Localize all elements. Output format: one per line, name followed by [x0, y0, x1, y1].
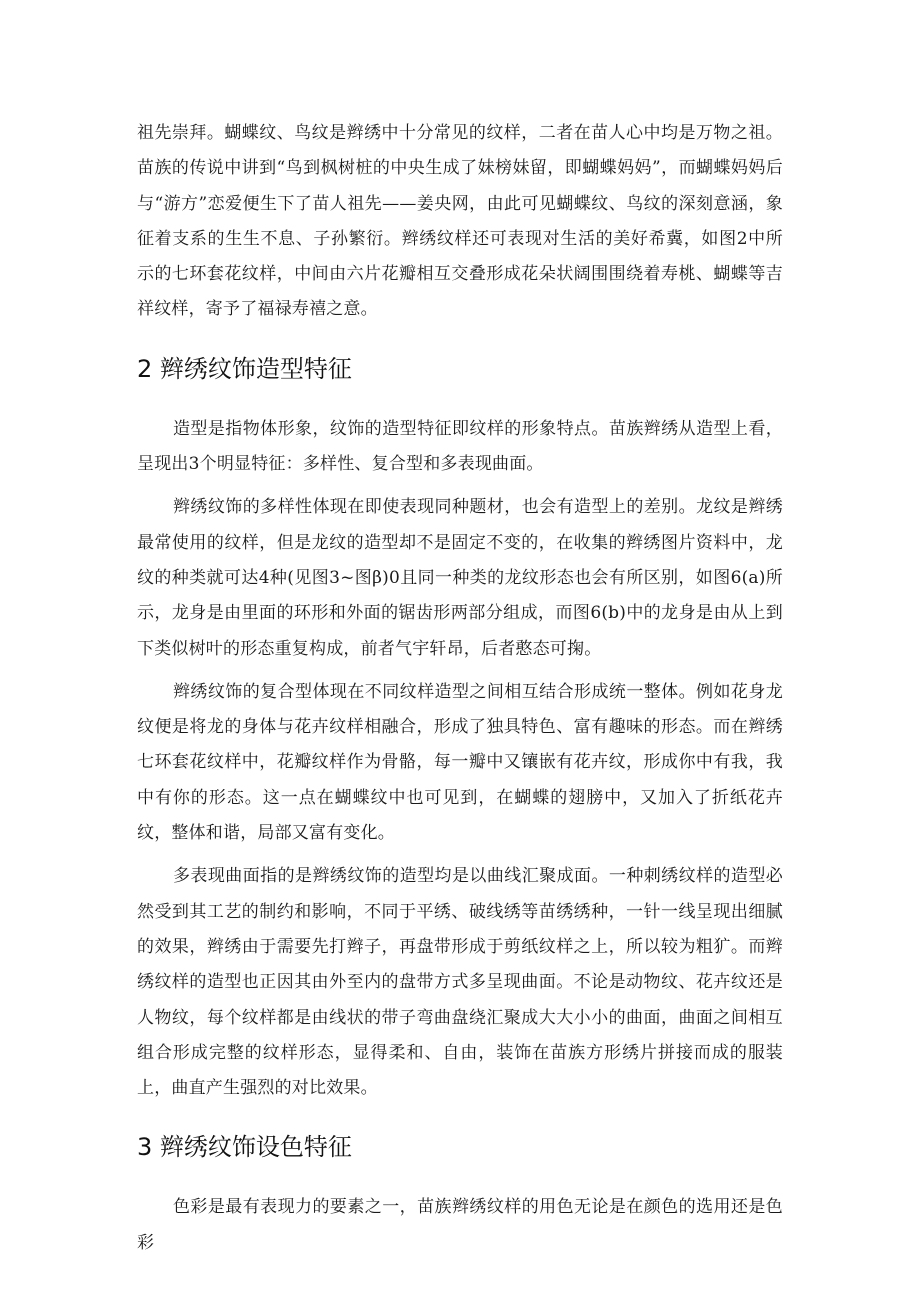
section-2-heading: 2 辫绣纹饰造型特征 — [137, 354, 352, 383]
section-2-paragraph: 多表现曲面指的是辫绣纹饰的造型均是以曲线汇聚成面。一种刺绣纹样的造型必然受到其工艺的制约和影响，不同于平绣、破线绣等苗绣绣种，一针一线呈现出细腻的效果，辫绣由于需要先打辫子，再盘带形成于剪纸纹样之上，所以较为粗犷。而辫绣纹样的造型也正因其由外至内的盘带方式多呈现曲面。不论是动物纹、花卉纹还是人物纹，每个纹样都是由线状的带子弯曲盘绕汇聚成大大小小的曲面，曲面之间相互组合形成完整的纹样形态，显得柔和、自由，装饰在苗族方形绣片拼接而成的服装上，曲直产生强烈的对比效果。 — [137, 866, 783, 1099]
section-3-heading: 3 辫绣纹饰设色特征 — [137, 1133, 352, 1162]
section-3-paragraph: 色彩是最有表现力的要素之一，苗族辫绣纹样的用色无论是在颜色的选用还是色彩 — [137, 1197, 783, 1253]
intro-paragraph: 祖先崇拜。蝴蝶纹、鸟纹是辫绣中十分常见的纹样，二者在苗人心中均是万物之祖。苗族的传说中讲到“鸟到枫树桩的中央生成了妹榜妹留，即蝴蝶妈妈”，而蝴蝶妈妈后与“游方”恋爱便生下了苗人祖先——姜央网，由此可见蝴蝶纹、鸟纹的深刻意涵，象征着支系的生生不息、子孙繁衍。辫绣纹样还可表现对生活的美好希冀，如图2中所示的七环套花纹样，中间由六片花瓣相互交叠形成花朵状阔围围绕着寿桃、蝴蝶等吉祥纹样，寄予了福禄寿禧之意。 — [137, 123, 783, 320]
section-2-paragraph: 造型是指物体形象，纹饰的造型特征即纹样的形象特点。苗族辫绣从造型上看，呈现出3个明显特征：多样性、复合型和多表现曲面。 — [137, 418, 783, 475]
document-body — [137, 116, 783, 1261]
section-2-paragraph: 辫绣纹饰的多样性体现在即使表现同种题材，也会有造型上的差别。龙纹是辫绣最常使用的纹样，但是龙纹的造型却不是固定不变的，在收集的辫绣图片资料中，龙纹的种类就可达4种(见图3~图β)0且同一种类的龙纹形态也会有所区别，如图6(a)所示，龙身是由里面的环形和外面的锯齿形两部分组成，而图6(b)中的龙身是由从上到下类似树叶的形态重复构成，前者气宇轩昂，后者憨态可掬。 — [137, 497, 783, 659]
section-2-paragraph: 辫绣纹饰的复合型体现在不同纹样造型之间相互结合形成统一整体。例如花身龙纹便是将龙的身体与花卉纹样相融合，形成了独具特色、富有趣味的形态。而在辫绣七环套花纹样中，花瓣纹样作为骨骼，每一瓣中又镶嵌有花卉纹，形成你中有我，我中有你的形态。这一点在蝴蝶纹中也可见到，在蝴蝶的翅膀中，又加入了折纸花卉纹，整体和谐，局部又富有变化。 — [137, 681, 783, 844]
